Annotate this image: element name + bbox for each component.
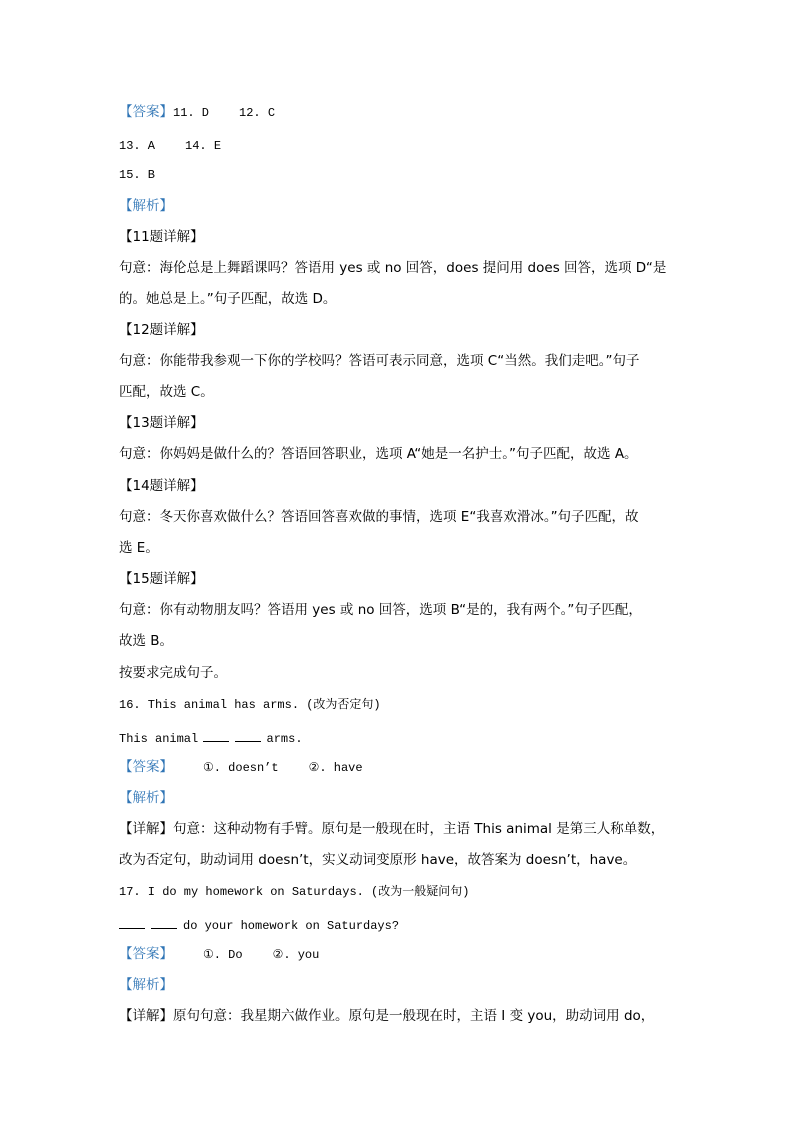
detail-12-line-2: 匹配，故选 C。 — [119, 384, 214, 400]
question-16-fill — [119, 728, 303, 749]
answer-line-11-12 — [119, 102, 275, 123]
question-17-fill — [119, 915, 399, 936]
detail-heading-11: 【11题详解】 — [119, 229, 204, 245]
detail-heading-14: 【14题详解】 — [119, 478, 204, 494]
section-instruction: 按要求完成句子。 — [119, 665, 227, 681]
answer-label: 【答案】 — [119, 759, 173, 775]
detail-label: 【详解】 — [119, 821, 173, 837]
fill-after: arms. — [266, 732, 303, 746]
detail-11-line-2: 的。她总是上。”句子匹配，故选 D。 — [119, 291, 337, 307]
question-17-prompt: 17. I do my homework on Saturdays. (改为一般疑问句) — [119, 885, 470, 899]
blank-1 — [119, 916, 145, 929]
detail-17-text: 原句句意：我星期六做作业。原句是一般现在时，主语 I 变 you，助动词用 do， — [173, 1008, 655, 1024]
answer-16-line — [119, 757, 363, 778]
detail-14-line-2: 选 E。 — [119, 540, 159, 556]
detail-15-line-2: 故选 B。 — [119, 633, 174, 649]
answer-label: 【答案】 — [119, 946, 173, 962]
detail-13-line-1: 句意：你妈妈是做什么的？答语回答职业，选项 A“她是一名护士。”句子匹配，故选 A。 — [119, 446, 638, 462]
blank-2 — [151, 916, 177, 929]
detail-16-line-1 — [119, 819, 664, 839]
detail-heading-15: 【15题详解】 — [119, 571, 204, 587]
fill-before: This animal — [119, 732, 199, 746]
answer-17-1: ①. Do — [203, 948, 243, 962]
detail-16-line-2: 改为否定句，助动词用 doesn’t，实义动词变原形 have，故答案为 doesn’t，have。 — [119, 852, 637, 868]
blank-2 — [235, 729, 261, 742]
detail-15-line-1: 句意：你有动物朋友吗？答语用 yes 或 no 回答，选项 B“是的，我有两个。”句子匹配， — [119, 602, 642, 618]
answer-16-1: ①. doesn’t — [203, 761, 279, 775]
answer-line-13-14 — [119, 135, 221, 156]
detail-label: 【详解】 — [119, 1008, 173, 1024]
detail-11-line-1: 句意：海伦总是上舞蹈课吗？答语用 yes 或 no 回答，does 提问用 does 回答，选项 D“是 — [119, 260, 667, 276]
answer-14: 14. E — [185, 139, 222, 153]
answer-12: 12. C — [239, 106, 276, 120]
fill-after: do your homework on Saturdays? — [183, 919, 400, 933]
answer-13: 13. A — [119, 139, 156, 153]
detail-heading-12: 【12题详解】 — [119, 322, 204, 338]
answer-17-line — [119, 944, 319, 965]
answer-15: 15. B — [119, 168, 156, 182]
answer-label: 【答案】 — [119, 104, 173, 120]
analysis-label: 【解析】 — [119, 198, 173, 214]
detail-12-line-1: 句意：你能带我参观一下你的学校吗？答语可表示同意，选项 C“当然。我们走吧。”句子 — [119, 353, 640, 369]
blank-1 — [203, 729, 229, 742]
detail-17-line-1 — [119, 1006, 654, 1026]
question-16-prompt: 16. This animal has arms. (改为否定句) — [119, 698, 381, 712]
detail-14-line-1: 句意：冬天你喜欢做什么？答语回答喜欢做的事情，选项 E“我喜欢滑冰。”句子匹配，故 — [119, 509, 639, 525]
answer-17-2: ②. you — [272, 948, 320, 962]
detail-16-text: 句意：这种动物有手臂。原句是一般现在时，主语 This animal 是第三人称单数， — [173, 821, 665, 837]
detail-heading-13: 【13题详解】 — [119, 415, 204, 431]
analysis-label: 【解析】 — [119, 977, 173, 993]
answer-11: 11. D — [173, 106, 210, 120]
answer-16-2: ②. have — [308, 761, 363, 775]
analysis-label: 【解析】 — [119, 790, 173, 806]
